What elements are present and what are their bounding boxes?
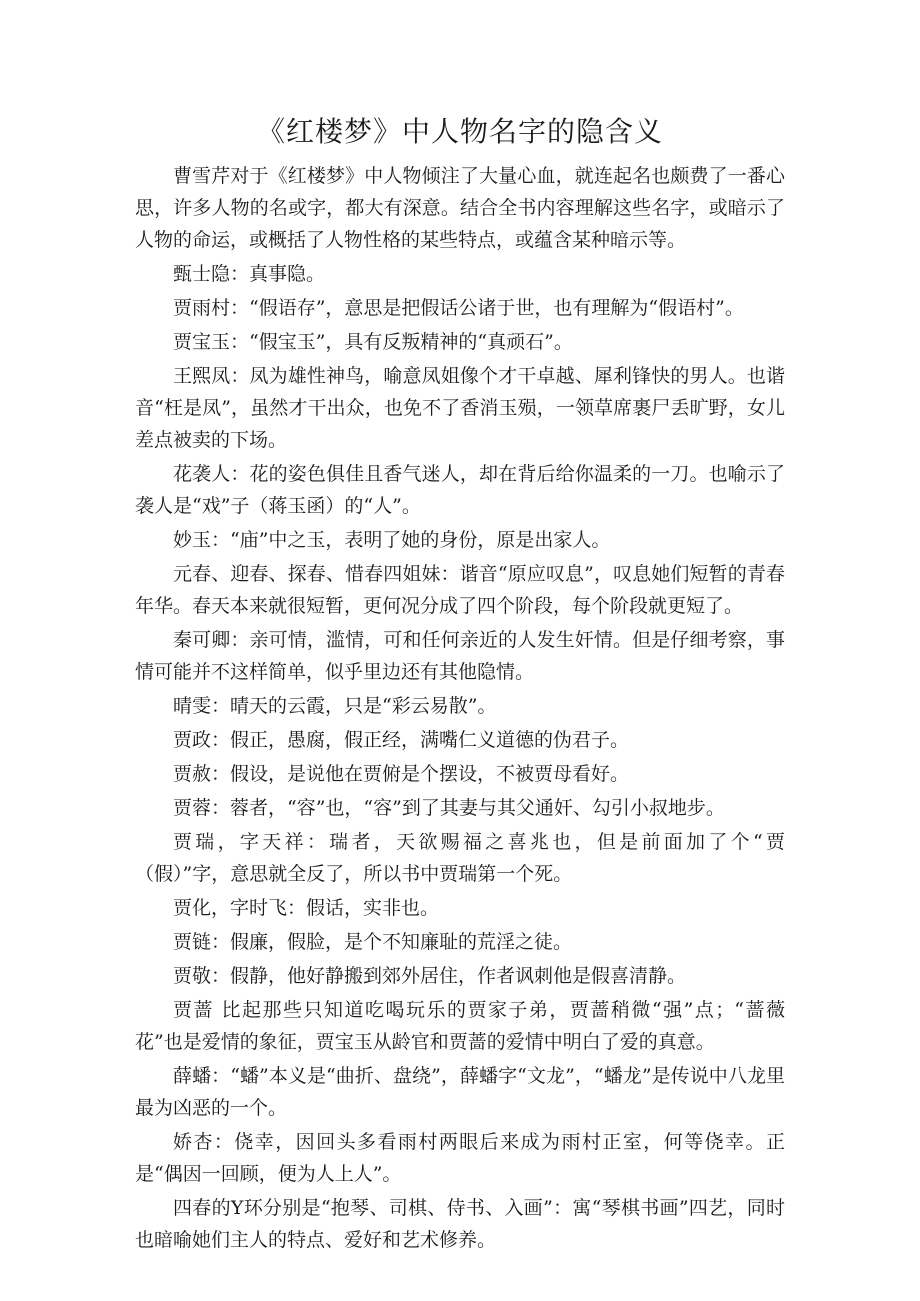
- paragraph-wang-xifeng: 王熙凤：凤为雄性神鸟，喻意凤姐像个才干卓越、犀利锋快的男人。也谐音“枉是凤”，虽然才干出众，也免不了香消玉殒，一领草席裹尸丢旷野，女儿差点被卖的下场。: [135, 365, 785, 451]
- paragraph-jia-she: 贾赦：假设，是说他在贾俯是个摆设，不被贾母看好。: [173, 763, 630, 785]
- paragraph-zhen-shiyin: 甄士隐：真事隐。: [173, 263, 326, 285]
- paragraph-jia-lian: 贾链：假廉，假脸，是个不知廉耻的荒淫之徒。: [173, 931, 573, 953]
- paragraph-jia-baoyu: 贾宝玉：“假宝玉”，具有反叛精神的“真顽石”。: [173, 331, 573, 353]
- paragraph-hua-xiren: 花袭人：花的姿色俱佳且香气迷人，却在背后给你温柔的一刀。也喻示了袭人是“戏”子（蒋玉函）的“人”。: [135, 463, 785, 517]
- paragraph-qingwen: 晴雯：晴天的云霞，只是“彩云易散”。: [173, 695, 497, 717]
- paragraph-qin-keqing: 秦可卿：亲可情，滥情，可和任何亲近的人发生奸情。但是仔细考察，事情可能并不这样简单，似乎里边还有其他隐情。: [135, 629, 785, 683]
- page-title: 《红楼梦》中人物名字的隐含义: [256, 115, 663, 148]
- paragraph-intro: 曹雪芹对于《红楼梦》中人物倾注了大量心血，就连起名也颇费了一番心思，许多人物的名或字，都大有深意。结合全书内容理解这些名字，或暗示了人物的命运，或概括了人物性格的某些特点，或蕴含某种暗示等。: [135, 165, 785, 251]
- paragraph-four-maids: 四春的Y环分别是“抱琴、司棋、侍书、入画”：寓“琴棋书画”四艺，同时也暗喻她们主人的特点、爱好和艺术修养。: [135, 1197, 785, 1251]
- paragraph-jia-zheng: 贾政：假正，愚腐，假正经，满嘴仁义道德的伪君子。: [173, 729, 630, 751]
- document-body: [135, 160, 785, 1258]
- paragraph-miaoyu: 妙玉：“庙”中之玉，表明了她的身份，原是出家人。: [173, 529, 611, 551]
- paragraph-jia-rong: 贾蓉：蓉者，“容”也，“容”到了其妻与其父通奸、勾引小叔地步。: [173, 797, 725, 819]
- paragraph-jia-rui: 贾瑞，字天祥：瑞者，天欲赐福之喜兆也，但是前面加了个“贾（假）”字，意思就全反了，所以书中贾瑞第一个死。: [135, 831, 785, 885]
- paragraph-xue-pan: 薛蟠：“蟠”本义是“曲折、盘绕”，薛蟠字“文龙”，“蟠龙”是传说中八龙里最为凶恶的一个。: [135, 1065, 785, 1119]
- paragraph-jia-hua: 贾化，字时飞：假话，实非也。: [173, 897, 440, 919]
- paragraph-four-sisters: 元春、迎春、探春、惜春四姐妹：谐音“原应叹息”，叹息她们短暂的青春年华。春天本来就很短暂，更何况分成了四个阶段，每个阶段就更短了。: [135, 563, 785, 617]
- paragraph-jiaoxing: 娇杏：侥幸，因回头多看雨村两眼后来成为雨村正室，何等侥幸。正是“偶因一回顾，便为人上人”。: [135, 1131, 785, 1185]
- paragraph-jia-yucun: 贾雨村：“假语存”，意思是把假话公诸于世，也有理解为“假语村”。: [173, 297, 744, 319]
- paragraph-jia-jing: 贾敬：假静，他好静搬到郊外居住，作者讽刺他是假喜清静。: [173, 965, 687, 987]
- paragraph-jia-qiang: 贾蔷 比起那些只知道吃喝玩乐的贾家子弟，贾蔷稍微“强”点；“蔷薇花”也是爱情的象征，贾宝玉从龄官和贾蔷的爱情中明白了爱的真意。: [135, 999, 785, 1053]
